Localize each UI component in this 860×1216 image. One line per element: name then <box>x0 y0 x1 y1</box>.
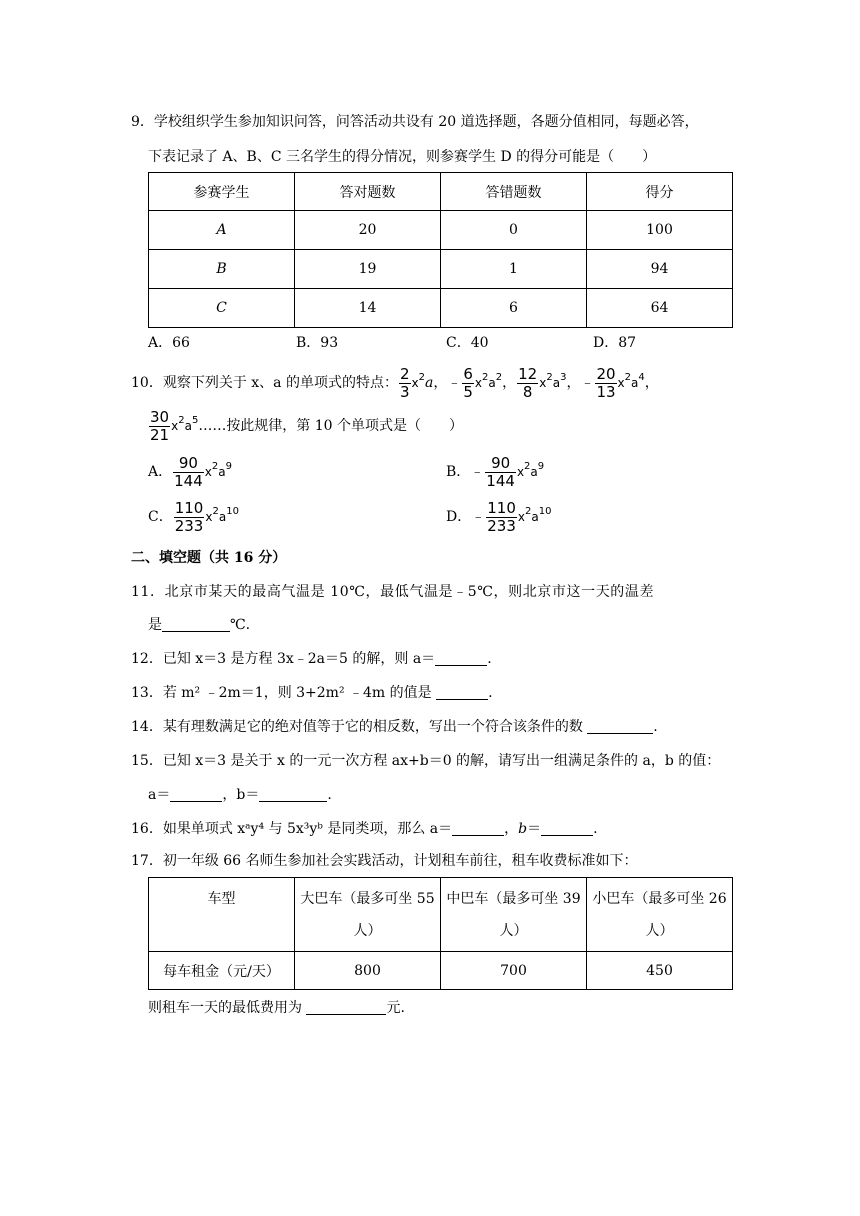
q11-line2: 是 ℃. <box>148 617 251 633</box>
term-numerator: 12 <box>518 364 538 383</box>
answer-blank[interactable] <box>162 617 230 632</box>
table-cell: 700 <box>441 952 587 990</box>
q9-option-a: A．66 <box>148 335 190 351</box>
term-numerator: 20 <box>596 364 616 383</box>
term-denominator: 3 <box>399 382 410 401</box>
answer-blank[interactable] <box>436 685 488 700</box>
q9-line2: 下表记录了 A、B、C 三名学生的得分情况，则参赛学生 D 的得分可能是（ ） <box>148 149 657 165</box>
q11-line1: 11．北京市某天的最高气温是 10℃，最低气温是﹣5℃，则北京市这一天的温差 <box>131 584 655 600</box>
q10-option-c: C． $\frac{110}{233}$ $x^2a^{10}$ <box>148 498 239 535</box>
table-cell: 20 <box>295 211 441 250</box>
table-cell: 94 <box>587 250 733 289</box>
monomial-term: ﹣ $\frac{6}{5}$ $x^2a^2$， <box>447 364 517 401</box>
term-denominator: 5 <box>463 382 473 401</box>
q16: 16．如果单项式 xᵃy⁴ 与 5x³yᵇ 是同类项，那么 a＝ ，b＝ . <box>131 821 598 837</box>
answer-blank[interactable] <box>170 787 222 802</box>
table-cell: A <box>149 211 295 250</box>
q17-tail: 则租车一天的最低费用为 元. <box>148 1000 405 1016</box>
q10-option-a: A． $\frac{90}{144}$ $x^2a^9$ <box>148 453 232 490</box>
monomial-term: $\frac{30}{21}$ $x^2a^5\dots\dots$按此规律，第 10 个单项式是（ ） <box>150 407 464 444</box>
q10-line2 <box>148 406 463 446</box>
section-title: 二、填空题（共 16 分） <box>131 550 287 566</box>
q9-header-score: 得分 <box>587 173 733 211</box>
table-row <box>149 289 733 328</box>
q9-option-d: D．87 <box>593 335 637 351</box>
table-cell: 19 <box>295 250 441 289</box>
table-cell: C <box>149 289 295 328</box>
term-numerator: 6 <box>463 364 473 383</box>
answer-blank[interactable] <box>541 821 593 836</box>
answer-blank[interactable] <box>306 1000 386 1015</box>
table-cell: 100 <box>587 211 733 250</box>
q9-option-c: C．40 <box>446 335 489 351</box>
table-row <box>149 952 733 990</box>
q9-header-correct: 答对题数 <box>295 173 441 211</box>
answer-blank[interactable] <box>452 821 504 836</box>
q17-header-type: 车型 <box>149 878 295 952</box>
term-denominator: 21 <box>150 425 170 444</box>
q9-header-wrong: 答错题数 <box>441 173 587 211</box>
q15-line2: a＝ ，b＝ . <box>148 787 332 803</box>
q17-header-medium-bus: 中巴车（最多可坐 39 人） <box>441 878 587 952</box>
answer-blank[interactable] <box>259 787 327 802</box>
q12: 12．已知 x＝3 是方程 3x﹣2a＝5 的解，则 a＝ . <box>131 651 492 667</box>
q9-line1: 9．学校组织学生参加知识问答，问答活动共设有 20 道选择题，各题分值相同，每题必答， <box>131 114 699 130</box>
table-cell: 0 <box>441 211 587 250</box>
monomial-term: $\frac{2}{3}$ $x^2a$， <box>399 364 448 401</box>
table-row <box>149 250 733 289</box>
q10-option-d: D．﹣ $\frac{110}{233}$ $x^2a^{10}$ <box>446 498 552 535</box>
q17-header-small-bus: 小巴车（最多可坐 26 人） <box>587 878 733 952</box>
table-cell: 每车租金（元/天） <box>149 952 295 990</box>
q9-score-table <box>148 172 733 328</box>
table-row <box>149 211 733 250</box>
term-numerator: 30 <box>150 407 170 426</box>
term-numerator: 2 <box>399 364 410 383</box>
q9-option-b: B．93 <box>296 335 339 351</box>
table-cell: 14 <box>295 289 441 328</box>
q17-header-large-bus: 大巴车（最多可坐 55 人） <box>295 878 441 952</box>
q14: 14．某有理数满足它的绝对值等于它的相反数，写出一个符合该条件的数 . <box>131 719 658 735</box>
table-cell: 1 <box>441 250 587 289</box>
term-denominator: 13 <box>596 382 616 401</box>
term-denominator: 8 <box>522 382 533 401</box>
table-cell: 6 <box>441 289 587 328</box>
q10-option-b: B．﹣ $\frac{90}{144}$ $x^2a^9$ <box>446 453 545 490</box>
table-cell: B <box>149 250 295 289</box>
answer-blank[interactable] <box>587 719 653 734</box>
q10-prefix: 10．观察下列关于 x、a 的单项式的特点： <box>131 375 398 391</box>
q10-line1 <box>131 363 659 403</box>
answer-blank[interactable] <box>435 651 487 666</box>
q17-rental-table <box>148 877 733 990</box>
monomial-term: $\frac{12}{8}$ $x^2a^3$， <box>518 364 581 401</box>
q15-line1: 15．已知 x＝3 是关于 x 的一元一次方程 ax+b＝0 的解，请写出一组满足条件的 a，b 的值： <box>131 753 721 769</box>
table-cell: 64 <box>587 289 733 328</box>
monomial-term: ﹣ $\frac{20}{13}$ $x^2a^4$， <box>580 364 659 401</box>
table-cell: 450 <box>587 952 733 990</box>
q9-header-student: 参赛学生 <box>149 173 295 211</box>
table-cell: 800 <box>295 952 441 990</box>
q17-line: 17．初一年级 66 名师生参加社会实践活动，计划租车前往，租车收费标准如下： <box>131 853 638 869</box>
q13: 13．若 m² ﹣2m＝1，则 3+2m² ﹣4m 的值是 . <box>131 685 493 701</box>
